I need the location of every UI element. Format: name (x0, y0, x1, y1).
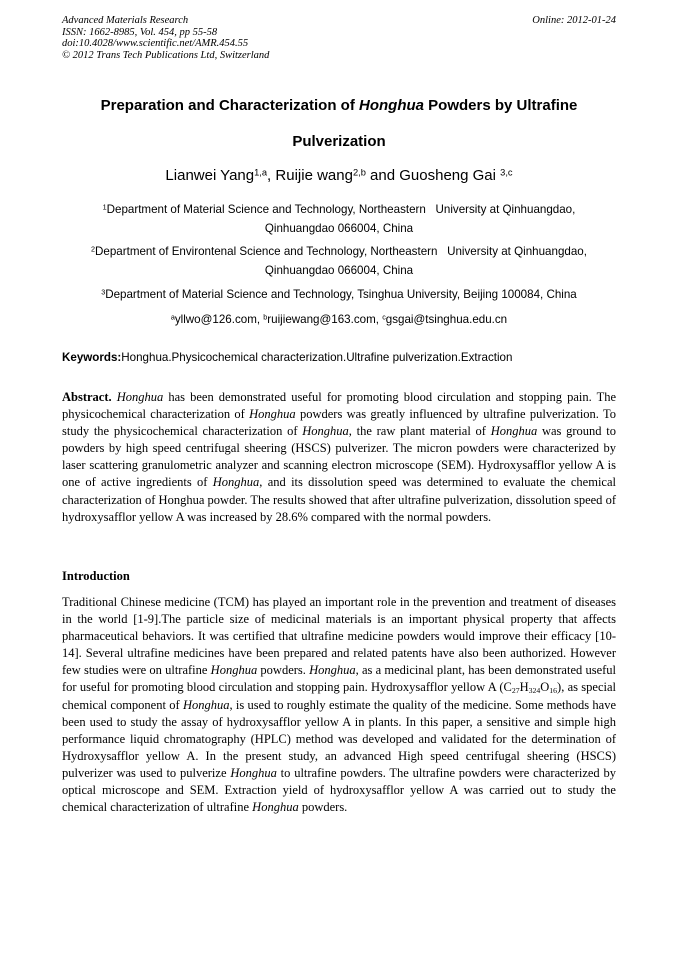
author-separator: and (365, 167, 400, 184)
affiliation-line: Department of Material Science and Technology, Tsinghua University, Beijing 100084, China (105, 288, 577, 301)
abstract-label: Abstract. (62, 390, 112, 404)
formula-sub: 324 (528, 686, 541, 696)
intro-text: to ultrafine powders. The ultrafine powders were characterized by optical microscope and SEM. Extraction yield of hydroxysafflor yellow A was carried out to study the chemical characterization of ultrafine (62, 765, 616, 815)
affiliation-1 (62, 200, 616, 238)
affiliation-3 (62, 285, 616, 304)
term-italic: Honghua (212, 475, 260, 490)
title-text-2: Powders by Ultrafine Pulverization (292, 97, 578, 150)
email-sup: a (170, 312, 175, 322)
term-italic: Honghua (309, 663, 356, 678)
author-list (62, 166, 616, 186)
email-address: gsgai@tsinghua.edu.cn (385, 313, 508, 326)
intro-text: ), as special chemical component of (62, 680, 616, 712)
email-sup: b (263, 312, 268, 322)
introduction-paragraph: Traditional Chinese medicine (TCM) has played an important role in the prevention and treatment of diseases in the world [1-9].The particle size of medicinal materials is an important physical property that affects pharmaceutical behaviors. It was certified that ultrafine medicine powders would improve their efficacy [10-14]. Several ultrafine medicines have been prepared and related patents have also been authorized. However few studies were on ultrafine Honghua powders. Honghua, as a medicinal plant, has been demonstrated useful for useful for promoting blood circulation and stopping pain. Hydroxysafflor yellow A $(C_{27}H_{324}O_{16})$, as special chemical component of Honghua, is used to roughly estimate the quality of the medicine. Some methods have been used to study the assay of hydroxysafflor yellow A in plants. In this paper, a sensitive and simple high performance liquid chromatography (HPLC) method was developed and validated for the determination of Hydroxysafflor yellow A. In the present study, an advanced High speed centrifugal sheering (HSCS) pulverizer was used to pulverize Honghua to ultrafine powders. The ultrafine powders were characterized by optical microscope and SEM. Extraction yield of hydroxysafflor yellow A was carried out to study the chemical characterization of ultrafine Honghua powders. (62, 595, 617, 815)
term-italic: Honghua (210, 663, 258, 678)
intro-text: , as a medicinal plant, has been demonstrated useful for useful for promoting blood circulation and stopping pain. Hydroxysafflor yellow A (C (62, 663, 617, 695)
email-address: yllwo@126.com, (174, 313, 264, 326)
keywords-text: Honghua.Physicochemical characterization.Ultrafine pulverization.Extraction (121, 351, 513, 364)
intro-text: Traditional Chinese medicine (TCM) has played an important role in the prevention and treatment of diseases in the world [1-9].The particle size of medicinal materials is an important physical property that affects pharmaceutical behaviors. It was certified that ultrafine medicine powders would improve their efficacy [10-14]. Several ultrafine medicines have been prepared and related patents have also been authorized. However few studies were on ultrafine (62, 595, 616, 678)
copyright-line: © 2012 Trans Tech Publications Ltd, Switzerland (62, 49, 270, 61)
journal-header (62, 15, 616, 61)
intro-text: powders. (260, 663, 306, 678)
term-italic: Honghua (490, 424, 538, 439)
issn-line: ISSN: 1662-8985, Vol. 454, pp 55-58 (62, 26, 218, 38)
online-date: Online: 2012-01-24 (532, 15, 616, 26)
author-sup: 3,c (500, 167, 513, 178)
affiliation-line: Qinhuangdao 066004, China (264, 264, 414, 277)
abstract-text: has been demonstrated useful for promoting blood circulation and stopping pain. The physicochemical characterization of (62, 390, 617, 422)
term-italic: Honghua (249, 407, 296, 422)
title-text-1: Preparation and Characterization of (100, 97, 359, 114)
doi-line: doi:10.4028/www.scientific.net/AMR.454.55 (62, 38, 249, 49)
email-line (62, 310, 616, 329)
term-italic: Honghua (302, 424, 349, 439)
formula-sub: 16 (549, 686, 558, 696)
section-heading-introduction: Introduction (62, 569, 130, 583)
abstract-text: powders was greatly influenced by ultrafine pulverization. To study the physicochemical characterization of (62, 407, 617, 439)
author-name: Guosheng Gai (399, 167, 496, 184)
affiliation-sup: 3 (101, 287, 106, 297)
abstract-text: , and its dissolution speed was determined to evaluate the chemical characterization of Honghua powder. The results showed that after ultrafine pulverization, dissolution speed of hydroxysafflor yellow A was increased by 28.6% compared with the normal powders. (62, 475, 616, 524)
abstract-text: was ground to powders by high speed centrifugal sheering (HSCS) pulverizer. The micron powders were characterized by laser scattering granulometric analyzer and scanning electron microscope (SEM). Hydroxysafflor yellow A is one of active ingredients of (62, 424, 616, 490)
title-italic: Honghua (359, 97, 424, 114)
affiliation-line: Qinhuangdao 066004, China (264, 222, 414, 235)
formula-sub: 27 (511, 686, 520, 696)
term-italic: Honghua (252, 800, 299, 815)
email-sup: c (382, 312, 386, 322)
abstract-paragraph (62, 389, 616, 526)
email-address: ruijiewang@163.com, (267, 313, 383, 326)
term-italic: Honghua (230, 765, 277, 780)
affiliation-line: Department of Material Science and Technology, Northeastern University at Qinhuangdao, (106, 203, 576, 216)
abstract-text: , the raw plant material of (348, 424, 486, 439)
journal-name: Advanced Materials Research (62, 15, 189, 26)
affiliation-line: Department of Environtenal Science and Technology, Northeastern University at Qinhuangdao, (95, 245, 587, 258)
keywords-label: Keywords: (62, 351, 122, 364)
author-name: Lianwei Yang (165, 167, 255, 184)
paper-title (62, 88, 616, 160)
affiliation-sup: 1 (102, 202, 107, 212)
author-sup: 1,a (254, 167, 268, 178)
intro-text: powders. (301, 800, 348, 815)
term-italic: Honghua (116, 390, 164, 404)
term-italic: Honghua (182, 697, 230, 712)
author-sup: 2,b (352, 167, 366, 178)
affiliation-sup: 2 (91, 244, 96, 254)
author-separator: , (267, 167, 276, 184)
intro-text: , is used to roughly estimate the quality of the medicine. Some methods have been used to study the assay of hydroxysafflor yellow A in plants. In this paper, a sensitive and simple high performance liquid chromatography (HPLC) method was developed and validated for the determination of Hydroxysafflor yellow A. In the present study, an advanced High speed centrifugal sheering (HSCS) pulverizer was used to pulverize (62, 697, 616, 780)
affiliation-2 (62, 242, 616, 280)
author-name: Ruijie wang (275, 167, 353, 184)
keywords-line (62, 350, 616, 366)
